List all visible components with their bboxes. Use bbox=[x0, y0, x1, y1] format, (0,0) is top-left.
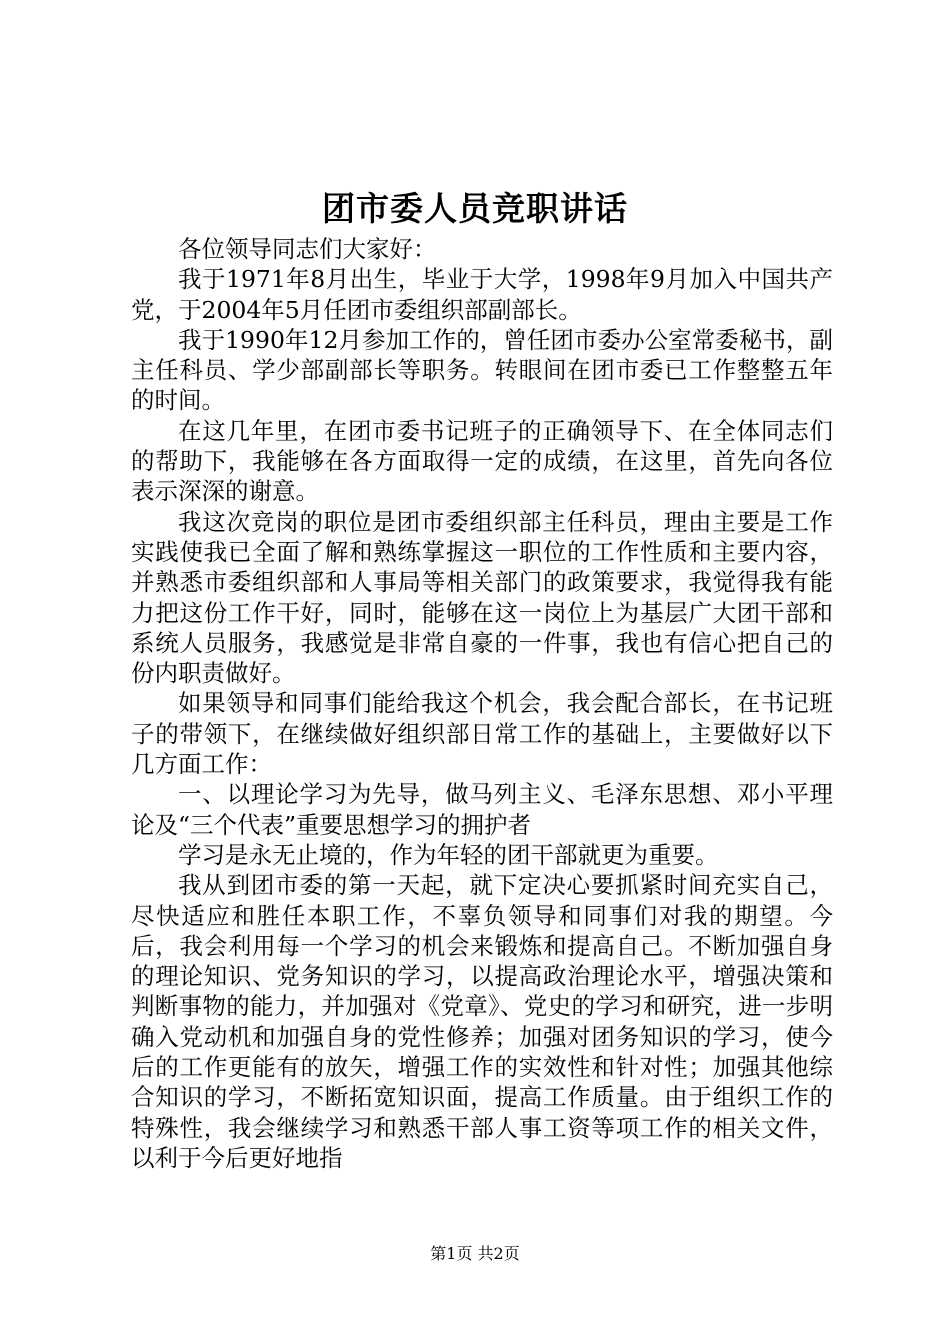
document-title: 团市委人员竞职讲话 bbox=[322, 189, 628, 228]
paragraph: 我这次竞岗的职位是团市委组织部主任科员，理由主要是工作实践使我已全面了解和熟练掌握这一职位的工作性质和主要内容，并熟悉市委组织部和人事局等相关部门的政策要求，我觉得我有能力把这份工作干好，同时，能够在这一岗位上为基层广大团干部和系统人员服务，我感觉是非常自豪的一件事，我也有信心把自己的份内职责做好。 bbox=[131, 507, 833, 688]
page-footer: 第1页 共2页 bbox=[430, 1244, 520, 1263]
document-body bbox=[131, 234, 833, 1173]
section-heading: 一、以理论学习为先导，做马列主义、毛泽东思想、邓小平理论及“三个代表”重要思想学习的拥护者 bbox=[131, 780, 833, 839]
paragraph: 我从到团市委的第一天起，就下定决心要抓紧时间充实自己，尽快适应和胜任本职工作，不辜负领导和同事们对我的期望。今后，我会利用每一个学习的机会来锻炼和提高自己。不断加强自身的理论知识、党务知识的学习，以提高政治理论水平，增强决策和判断事物的能力，并加强对《党章》、党史的学习和研究，进一步明确入党动机和加强自身的党性修养；加强对团务知识的学习，使今后的工作更能有的放矢，增强工作的实效性和针对性；加强其他综合知识的学习，不断拓宽知识面，提高工作质量。由于组织工作的特殊性，我会继续学习和熟悉干部人事工资等项工作的相关文件，以利于今后更好地指 bbox=[131, 871, 833, 1172]
paragraph-greeting: 各位领导同志们大家好： bbox=[178, 235, 437, 263]
paragraph: 在这几年里，在团市委书记班子的正确领导下、在全体同志们的帮助下，我能够在各方面取得一定的成绩，在这里，首先向各位表示深深的谢意。 bbox=[131, 416, 833, 506]
paragraph: 学习是永无止境的，作为年轻的团干部就更为重要。 bbox=[178, 840, 719, 869]
paragraph: 如果领导和同事们能给我这个机会，我会配合部长，在书记班子的带领下，在继续做好组织部日常工作的基础上，主要做好以下几方面工作： bbox=[131, 689, 833, 779]
paragraph: 我于1990年12月参加工作的，曾任团市委办公室常委秘书，副主任科员、学少部副部长等职务。转眼间在团市委已工作整整五年的时间。 bbox=[131, 325, 833, 415]
paragraph: 我于1971年8月出生，毕业于大学，1998年9月加入中国共产党，于2004年5月任团市委组织部副部长。 bbox=[131, 265, 833, 324]
